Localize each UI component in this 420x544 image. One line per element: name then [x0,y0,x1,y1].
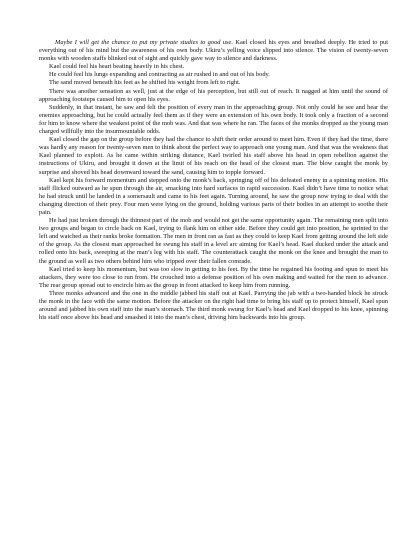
paragraph-opening [39,39,388,63]
paragraph: There was another sensation as well, just at the edge of his perception, but still out of reach. It nagged at him until the sound of approaching footsteps caused him to open his eyes. [39,87,388,103]
paragraph: Kael closed the gap on the group before they had the chance to shift their order around to meet him. Even if they had the time, there was hardly any reason for twenty-seven men to think about the perfect way to approach one young man. And that was the weakness that Kael planned to exploit. As he came within striking distance, Kael twirled his staff above his head in open rebellion against the instructions of Ukiru, and brought it down at the limit of his reach on the head of the closest man. The blow caught the monk by surprise and shoved his head downward toward the sand, causing him to topple forward. [39,136,388,176]
paragraph: He could feel his lungs expanding and contracting as air rushed in and out of his body. [49,71,270,79]
opening-rest: Kael closed his eyes and breathed deeply. He tried to put everything out of his mind but the awareness of his own body. Ukiru’s yelling voice slipped into silence. The vision of twenty-seven monks with wooden staffs blinked out of sight and quickly gave way to silence and darkness. [39,39,388,63]
paragraph: The sand moved beneath his feet as he shifted his weight from left to right. [49,79,241,87]
paragraph: Kael kept his forward momentum and stepped onto the monk’s back, springing off of his defeated enemy in a spinning motion. His staff flicked outward as he spun through the air, smacking into hard surfaces in rapid succession. Kael didn’t have time to notice what he had struck until he landed in a somersault and came to his feet again. Turning around, he saw the group now trying to deal with the changing direction of their prey. Four men were lying on the ground, holding various parts of their bodies in an attempt to soothe their pain. [39,176,388,216]
paragraph: Kael tried to keep his momentum, but was too slow in getting to his feet. By the time he regained his footing and spun to meet his attackers, they were too close to run from. He crouched into a defense position of his own making and waited for the men to advance. The rear group spread out to encircle him as the group in front attacked to keep him from running. [39,265,388,289]
document-page [39,39,388,322]
opening-italic-sentence: Maybe I will get the chance to put my private studies to good use. [55,39,233,46]
paragraph: Suddenly, in that instant, he saw and felt the position of every man in the approaching group. Not only could he see and hear the enemies approaching, but he could actually feel them as if they were an extension of his own body. It took only a fraction of a second for him to know where the weakest point of the mob was. And that was where he ran. The faces of the monks dropped as the young man charged willfully into the insurmountable odds. [39,103,388,136]
paragraph: He had just broken through the thinnest part of the mob and would not get the same opportunity again. The remaining men split into two groups and began to circle back on Kael, trying to flank him on either side. Before they could get into position, he sprinted to the left and watched as their ranks broke formation. The men in front ran as fast as they could to keep Kael from getting around the left side of the group. As the closest man approached he swung his staff in a level arc aiming for Kael’s head. Kael ducked under the attack and rolled onto his back, sweeping at the man’s leg with his staff. The counterattack caught the monk on the knee and brought the man to the ground as well as two others behind him who tripped over their fallen comrade. [39,217,388,265]
paragraph: Three monks advanced and the one in the middle jabbed his staff out at Kael. Parrying the jab with a two-handed block he struck the monk in the face with the same motion. Before the attacker on the right had time to bring his staff up to protect himself, Kael spun around and jabbed his own staff into the man’s stomach. The third monk swung for Kael’s head and Kael dropped to his knee, spinning his staff once above his head and smashed it into the man’s chest, driving him backwards into his group. [39,289,388,322]
paragraph: Kael could feel his heart beating heavily in his chest. [49,63,185,71]
